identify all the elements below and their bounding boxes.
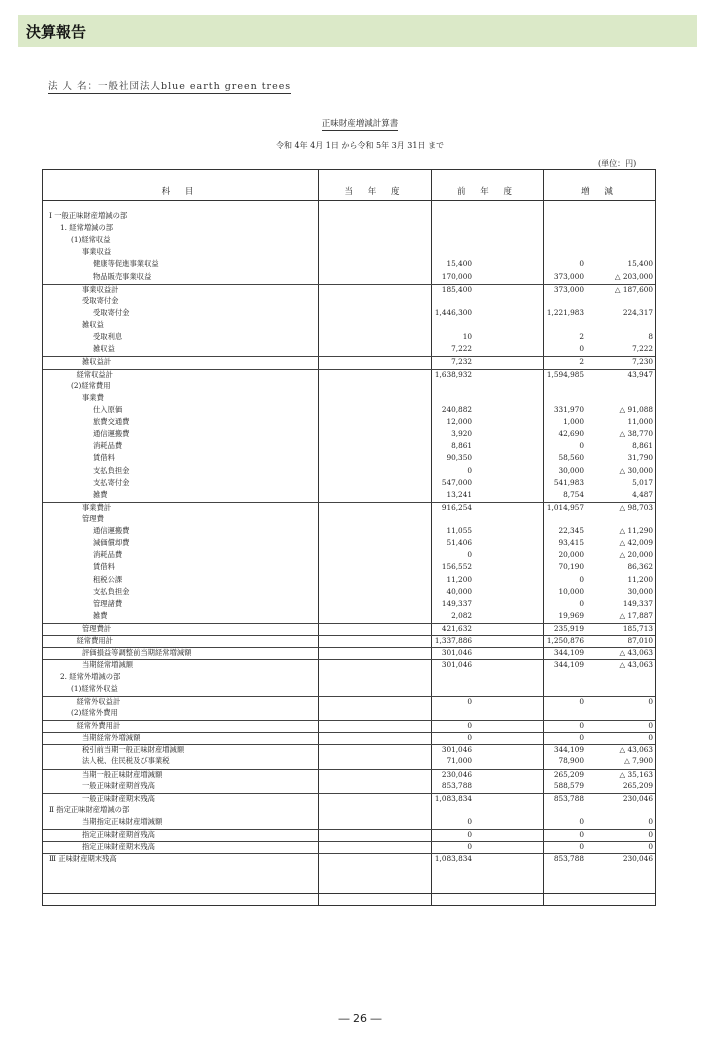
previous-year-value: 1,221,983 [546,307,584,317]
change-value: △ 203,000 [614,271,653,281]
table-row [43,259,655,269]
current-year-value: 156,552 [441,562,472,572]
row-label: 通信運搬費 [93,526,130,536]
previous-year-value: 541,983 [553,477,584,487]
current-year-value: 547,000 [441,477,472,487]
row-label: 当期経常増減額 [82,660,134,670]
row-label: 支払寄付金 [93,477,130,487]
previous-year-value: 0 [579,733,584,743]
table-row [43,223,655,233]
previous-year-value: 2 [579,357,584,367]
current-year-value: 853,788 [441,780,472,790]
change-value: 149,337 [622,598,653,608]
table-row [43,672,655,682]
previous-year-value: 10,000 [558,586,584,596]
table-row [43,587,655,597]
row-label: 指定正味財産期首残高 [82,830,155,840]
change-value: △ 17,887 [619,610,653,620]
current-year-value: 1,083,834 [434,793,472,803]
row-label: (2)経常費用 [71,380,111,390]
table-row [43,635,655,645]
change-value: 31,790 [627,453,653,463]
row-label: 2. 経常外増減の部 [60,671,121,681]
row-label: 指定正味財産期末残高 [82,842,155,852]
table-row [43,684,655,694]
row-label: (2)経常外費用 [71,707,118,717]
page-number: ― 26 ― [338,1012,382,1025]
current-year-value: 7,222 [451,344,472,354]
current-year-value: 90,350 [446,453,472,463]
current-year-value: 1,337,886 [434,636,472,646]
table-row [43,466,655,476]
row-label: 受取寄付金 [93,307,130,317]
table-row [43,575,655,585]
row-label: 税引前当期一般正味財産増減額 [82,745,185,755]
row-label: 1. 経常増減の部 [60,223,114,233]
table-row [43,732,655,742]
report-title [0,117,720,129]
previous-year-value: 853,788 [553,793,584,803]
table-row [43,284,655,294]
row-label: 雑収益 [82,320,104,330]
change-value: 230,046 [622,793,653,803]
row-label: 消耗品費 [93,550,123,560]
change-value: 8 [648,332,653,342]
row-label: 雑費 [93,610,108,620]
previous-year-value: 0 [579,830,584,840]
change-value: 11,000 [627,417,653,427]
row-label: (1)経常外収益 [71,683,118,693]
table-row [43,817,655,827]
table-row [43,502,655,512]
table-row [43,514,655,524]
row-label: 経常収益計 [76,369,113,379]
table-row [43,769,655,779]
previous-year-value: 235,919 [553,624,584,634]
row-label: 経常外費用計 [76,721,121,731]
current-year-value: 1,083,834 [434,854,472,864]
row-label: 当期経常外増減額 [82,733,141,743]
row-label: 評価損益等調整前当期経常増減額 [82,648,192,658]
table-row [43,659,655,669]
change-value: △ 91,088 [619,404,653,414]
current-year-value: 0 [467,550,472,560]
change-value: 230,046 [622,854,653,864]
table-row [43,781,655,791]
previous-year-value: 70,190 [558,562,584,572]
previous-year-value: 588,579 [553,780,584,790]
row-label: 管理費計 [82,624,112,634]
row-label: 雑費 [93,489,108,499]
previous-year-value: 373,000 [553,284,584,294]
row-label: 受取寄付金 [82,295,119,305]
change-value: △ 187,600 [614,284,653,294]
previous-year-value: 265,209 [553,769,584,779]
current-year-value: 11,200 [446,574,472,584]
current-year-value: 8,861 [451,441,472,451]
change-value: 5,017 [632,477,653,487]
change-value: 224,317 [622,307,653,317]
current-year-value: 1,638,932 [434,369,472,379]
row-label: 管理費 [82,514,104,523]
table-row [43,211,655,221]
previous-year-value: 2 [579,332,584,342]
previous-year-value: 0 [579,696,584,706]
table-row [43,793,655,803]
report-title-text: 正味財産増減計算書 [321,119,399,129]
current-year-value: 421,632 [441,624,472,634]
row-label: 減価償却費 [93,538,130,548]
current-year-value: 0 [467,696,472,706]
row-label: Ⅱ 指定正味財産増減の部 [49,804,130,814]
current-year-value: 0 [467,733,472,743]
previous-year-value: 58,560 [558,453,584,463]
row-label: 事業収益計 [82,284,119,294]
change-value: 11,200 [627,574,653,584]
table-row [43,744,655,754]
table-row [43,332,655,342]
current-year-value: 13,241 [446,489,472,499]
table-row [43,417,655,427]
previous-year-value: 331,970 [553,404,584,414]
change-value: △ 11,290 [619,526,653,536]
change-value: 0 [648,817,653,826]
change-value: △ 35,163 [619,769,653,779]
current-year-value: 12,000 [446,417,472,427]
current-year-value: 0 [467,817,472,826]
row-label: 当期一般正味財産増減額 [82,769,163,779]
row-label: 当期指定正味財産増減額 [82,817,163,826]
row-label: 賃借料 [93,562,115,572]
row-label: 事業収益 [82,247,112,257]
current-year-value: 230,046 [441,769,472,779]
current-year-value: 10 [462,332,472,342]
table-row [43,429,655,439]
table-row [43,853,655,863]
change-value: △ 30,000 [619,465,653,475]
current-year-value: 185,400 [441,284,472,294]
table-row [43,647,655,657]
row-label: 事業費 [82,392,104,402]
table-row [43,562,655,572]
change-value: 4,487 [632,489,653,499]
table-row [43,272,655,282]
unit-label: (単位：円) [598,159,637,168]
column-header-previous: 前 年 度 [457,187,518,197]
current-year-value: 301,046 [441,648,472,658]
change-value: △ 20,000 [619,550,653,560]
table-row [43,841,655,851]
section-header-bar [18,15,697,47]
change-value: 43,947 [627,369,653,379]
previous-year-value: 0 [579,344,584,354]
row-label: (1)経常収益 [71,235,111,245]
row-label: 経常費用計 [76,636,113,646]
table-row [43,453,655,463]
current-year-value: 916,254 [441,502,472,512]
closing-rule [42,893,656,894]
header-divider [42,200,656,201]
current-year-value: 1,446,300 [434,307,472,317]
change-value: 8,861 [632,441,653,451]
previous-year-value: 1,000 [563,417,584,427]
table-row [43,526,655,536]
change-value: 7,222 [632,344,653,354]
row-label: 賃借料 [93,453,115,463]
table-row [43,538,655,548]
table-row [43,356,655,366]
row-label: 支払負担金 [93,586,130,596]
table-row [43,696,655,706]
current-year-value: 71,000 [446,756,472,766]
previous-year-value: 20,000 [558,550,584,560]
current-year-value: 240,882 [441,404,472,414]
current-year-value: 301,046 [441,745,472,755]
section-title: 決算報告 [26,23,87,41]
previous-year-value: 1,594,985 [546,369,584,379]
previous-year-value: 0 [579,259,584,269]
table-row [43,381,655,391]
current-year-value: 7,232 [451,357,472,367]
previous-year-value: 42,690 [558,429,584,439]
table-row [43,405,655,415]
previous-year-value: 78,900 [558,756,584,766]
table-row [43,623,655,633]
table-row [43,393,655,403]
previous-year-value: 344,109 [553,648,584,658]
table-row [43,320,655,330]
table-row [43,235,655,245]
current-year-value: 51,406 [446,538,472,548]
row-label: 管理諸費 [93,598,123,608]
current-year-value: 0 [467,721,472,731]
row-label: 消耗品費 [93,441,123,451]
previous-year-value: 19,969 [558,610,584,620]
previous-year-value: 0 [579,721,584,731]
table-row [43,720,655,730]
change-value: 0 [648,696,653,706]
table-row [43,829,655,839]
row-label: 租税公課 [93,574,123,584]
change-value: 87,010 [627,636,653,646]
column-header-change: 増 減 [581,187,619,197]
change-value: 86,362 [627,562,653,572]
change-value: △ 38,770 [619,429,653,439]
change-value: 15,400 [627,259,653,269]
current-year-value: 170,000 [441,271,472,281]
report-period: 令和 4年 4月 1日 から令和 5年 3月 31日 まで [276,141,444,150]
current-year-value: 0 [467,842,472,852]
previous-year-value: 0 [579,441,584,451]
current-year-value: 15,400 [446,259,472,269]
previous-year-value: 0 [579,598,584,608]
previous-year-value: 0 [579,574,584,584]
table-row [43,611,655,621]
current-year-value: 2,082 [451,610,472,620]
table-row [43,599,655,609]
table-row [43,708,655,718]
table-row [43,247,655,257]
table-row [43,550,655,560]
previous-year-value: 373,000 [553,271,584,281]
current-year-value: 40,000 [446,586,472,596]
current-year-value: 3,920 [451,429,472,439]
change-value: 185,713 [622,624,653,634]
change-value: △ 98,703 [619,502,653,512]
row-label: 一般正味財産期首残高 [82,780,155,790]
previous-year-value: 8,754 [563,489,584,499]
row-label: 受取利息 [93,332,123,342]
previous-year-value: 853,788 [553,854,584,864]
change-value: △ 43,063 [619,745,653,755]
row-label: 支払負担金 [93,465,130,475]
change-value: 265,209 [622,780,653,790]
previous-year-value: 1,014,957 [546,502,584,512]
table-row [43,490,655,500]
row-label: 雑収益計 [82,357,112,367]
table-row [43,369,655,379]
previous-year-value: 30,000 [558,465,584,475]
row-label: Ⅲ 正味財産期末残高 [49,854,117,864]
previous-year-value: 0 [579,842,584,852]
change-value: △ 42,009 [619,538,653,548]
table-row [43,478,655,488]
change-value: 30,000 [627,586,653,596]
column-header-item: 科 目 [161,187,200,197]
row-label: 一般正味財産期末残高 [82,793,155,803]
change-value: 7,230 [632,357,653,367]
change-value: △ 7,900 [624,756,653,766]
row-label: 雑収益 [93,344,115,354]
current-year-value: 0 [467,465,472,475]
row-label: 物品販売事業収益 [93,271,152,281]
row-label: 法人税、住民税及び事業税 [82,756,170,766]
current-year-value: 149,337 [441,598,472,608]
change-value: △ 43,063 [619,648,653,658]
row-label: 経常外収益計 [76,696,121,706]
previous-year-value: 0 [579,817,584,826]
previous-year-value: 22,345 [558,526,584,536]
change-value: 0 [648,842,653,852]
row-label: 旅費交通費 [93,417,130,427]
change-value: 0 [648,733,653,743]
current-year-value: 0 [467,830,472,840]
previous-year-value: 344,109 [553,660,584,670]
change-value: △ 43,063 [619,660,653,670]
table-row [43,308,655,318]
corporation-name: 法 人 名：一般社団法人blue earth green trees [48,78,291,94]
table-row [43,441,655,451]
current-year-value: 11,055 [446,526,472,536]
table-row [43,344,655,354]
previous-year-value: 344,109 [553,745,584,755]
row-label: 仕入原価 [93,404,123,414]
current-year-value: 301,046 [441,660,472,670]
previous-year-value: 1,250,876 [546,636,584,646]
table-row [43,756,655,766]
previous-year-value: 93,415 [558,538,584,548]
row-label: Ⅰ 一般正味財産増減の部 [49,211,128,220]
table-row [43,296,655,306]
table-row [43,805,655,815]
row-label: 事業費計 [82,502,112,512]
change-value: 0 [648,721,653,731]
change-value: 0 [648,830,653,840]
column-header-current: 当 年 度 [344,187,406,197]
row-label: 通信運搬費 [93,429,130,439]
row-label: 健康等促進事業収益 [93,259,159,269]
